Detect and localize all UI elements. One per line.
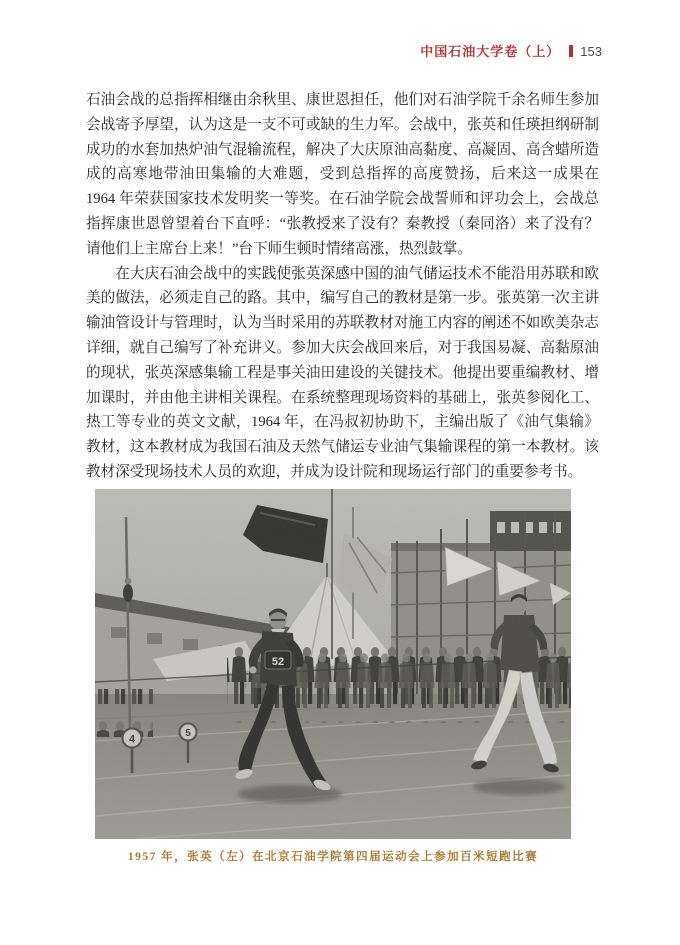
- header-divider-bar: [569, 45, 573, 57]
- runner-bib-number: 52: [271, 656, 285, 668]
- paragraph-2: 在大庆石油会战中的实践使张英深感中国的油气储运技术不能沿用苏联和欧美的做法，必须走自己的路。其中，编写自己的教材是第一步。张英第一次主讲输油管设计与管理时，认为当时采用的苏联教材对施工内容的阐述不如欧美杂志详细，就自己编写了补充讲义。参加大庆会战回来后，对于我国易凝、高黏原油的现状，张英深感集输工程是事关油田建设的关键技术。他提出要重编教材、增加课时，并由他主讲相关课程。在系统整理现场资料的基础上，张英参阅化工、热工等专业的英文文献，1964 年，在冯叔初协助下，主编出版了《油气集输》教材，这本教材成为我国石油及天然气储运专业油气集输课程的第一本教材。该教材深受现场技术人员的欢迎，并成为设计院和现场运行部门的重要参考书。: [86, 265, 599, 480]
- photo-caption: 1957 年，张英（左）在北京石油学院第四届运动会上参加百米短跑比赛: [127, 851, 539, 863]
- running-head: [80, 44, 602, 59]
- lane-marker-5: 5: [185, 728, 191, 739]
- page-number: 153: [580, 44, 602, 59]
- sports-meet-photo: [95, 489, 571, 839]
- paragraph-1: 石油会战的总指挥相继由余秋里、康世恩担任，他们对石油学院千余名师生参加会战寄予厚望，认为这是一支不可或缺的生力军。会战中，张英和任瑛担纲研制成功的水套加热炉油气混输流程，解决了大庆原油高黏度、高凝固、高含蜡所造成的高寒地带油田集输的大难题，受到总指挥的高度赞扬，后来这一成果在 1964 年荣获国家技术发明奖一等奖。在石油学院会战誓师和评功会上，会战总指挥康世恩曾望着台下直呼：“张教授来了没有？秦教授（秦同洛）来了没有？请他们上主席台上来！”台下师生顿时情绪高涨，热烈鼓掌。: [86, 92, 599, 257]
- body-text: [86, 88, 599, 485]
- photo-figure: [95, 489, 571, 864]
- photo-grain-overlay: [95, 489, 571, 839]
- lane-marker-4: 4: [128, 733, 136, 746]
- running-title: 中国石油大学卷（上）: [420, 44, 561, 59]
